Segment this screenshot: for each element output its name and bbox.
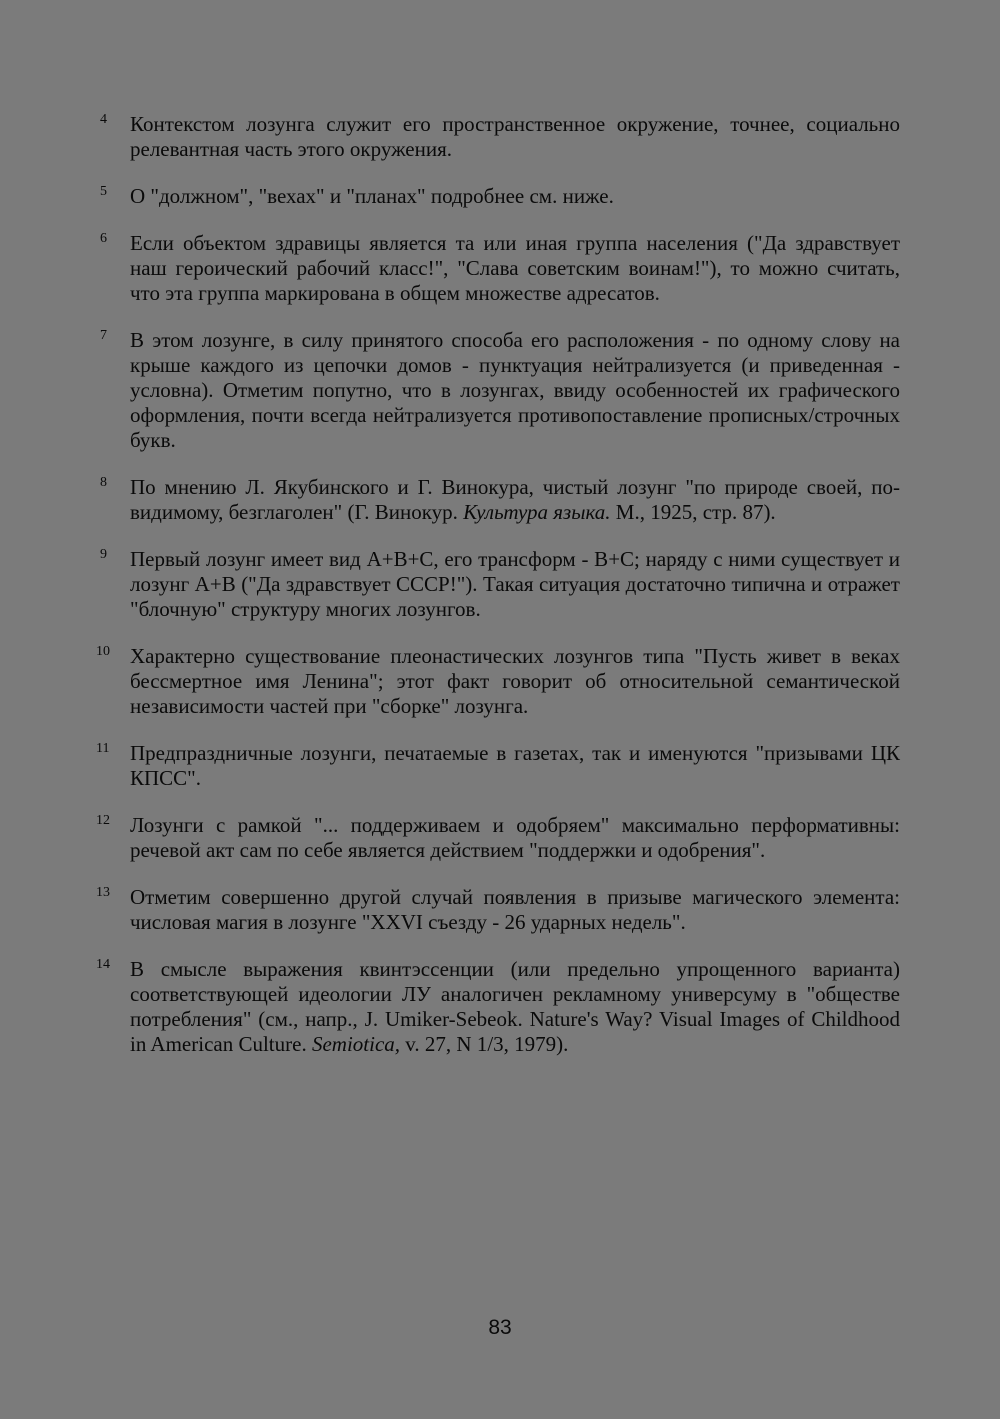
footnote-text: Лозунги с рамкой "... поддерживаем и одобряем" максимально перформативны: речевой акт сам по себе является действием "поддержки и одобрения". [130, 813, 900, 862]
footnotes-list [96, 112, 900, 1079]
footnote-text: Контекстом лозунга служит его пространственное окружение, точнее, социально релевантная часть этого окружения. [130, 112, 900, 161]
footnote-text: Первый лозунг имеет вид А+В+С, его трансформ - В+С; наряду с ними существует и лозунг А+В ("Да здравствует СССР!"). Такая ситуация достаточно типична и отражет "блочную" структуру многих лозунгов. [130, 547, 900, 621]
footnote-14 [96, 957, 900, 1057]
footnote-8 [100, 475, 900, 525]
footnote-number: 10 [96, 644, 110, 659]
footnote-number: 13 [96, 885, 110, 900]
journal-title: Semiotica, [311, 1032, 401, 1056]
footnote-12 [96, 813, 900, 863]
footnote-number: 7 [100, 328, 107, 343]
footnote-number: 5 [100, 184, 107, 199]
footnote-text-part: По мнению Л. Якубинского и Г. Винокура, чистый лозунг "по природе своей, по-видимому, безглаголен" (Г. Винокур. [130, 475, 900, 524]
footnote-9 [100, 547, 900, 622]
footnote-number: 14 [96, 957, 110, 972]
footnote-text: Если объектом здравицы является та или иная группа населения ("Да здравствует наш героический рабочий класс!", "Слава советским воинам!"), то можно считать, что эта группа маркирована в общем множестве адресатов. [130, 231, 900, 305]
footnote-number: 9 [100, 547, 107, 562]
footnote-text-part: М., 1925, стр. 87). [610, 500, 776, 524]
footnote-number: 4 [100, 112, 107, 127]
footnote-text [130, 957, 900, 1057]
footnote-10 [96, 644, 900, 719]
page-number: 83 [488, 1316, 512, 1339]
footnote-text: Предпраздничные лозунги, печатаемые в газетах, так и именуются "призывами ЦК КПСС". [130, 741, 900, 790]
footnote-number: 11 [96, 741, 110, 756]
footnote-4 [100, 112, 900, 162]
book-title: Культура языка. [463, 500, 611, 524]
footnote-5 [100, 184, 900, 209]
footnote-7 [100, 328, 900, 453]
footnote-number: 6 [100, 231, 107, 246]
footnote-text: Характерно существование плеонастических лозунгов типа "Пусть живет в веках бессмертное имя Ленина"; этот факт говорит об относительной семантической независимости частей при "сборке" лозунга. [130, 644, 900, 718]
footnote-11 [96, 741, 900, 791]
footnote-number: 8 [100, 475, 107, 490]
footnote-text: О "должном", "вехах" и "планах" подробнее см. ниже. [130, 184, 614, 208]
footnote-text [130, 475, 900, 525]
footnote-6 [100, 231, 900, 306]
footnote-text-part: В смысле выражения квинтэссенции (или предельно упрощенного варианта) соответствующей идеологии ЛУ аналогичен рекламному универсуму в "обществе потребления" (см., напр., J. Umiker-Sebeok. Nature's Way? Visual Images of Childhood in American Culture. [130, 957, 900, 1056]
footnote-number: 12 [96, 813, 110, 828]
footnote-13 [96, 885, 900, 935]
footnote-text: Отметим совершенно другой случай появления в призыве магического элемента: числовая магия в лозунге "XXVI съезду - 26 ударных недель". [130, 885, 900, 934]
footnote-text-part: v. 27, N 1/3, 1979). [400, 1032, 569, 1056]
footnote-text: В этом лозунге, в силу принятого способа его расположения - по одному слову на крыше каждого из цепочки домов - пунктуация нейтрализуется (и приведенная - условна). Отметим попутно, что в лозунгах, ввиду особенностей их графического оформления, почти всегда нейтрализуется противопоставление прописных/строчных букв. [130, 328, 900, 452]
